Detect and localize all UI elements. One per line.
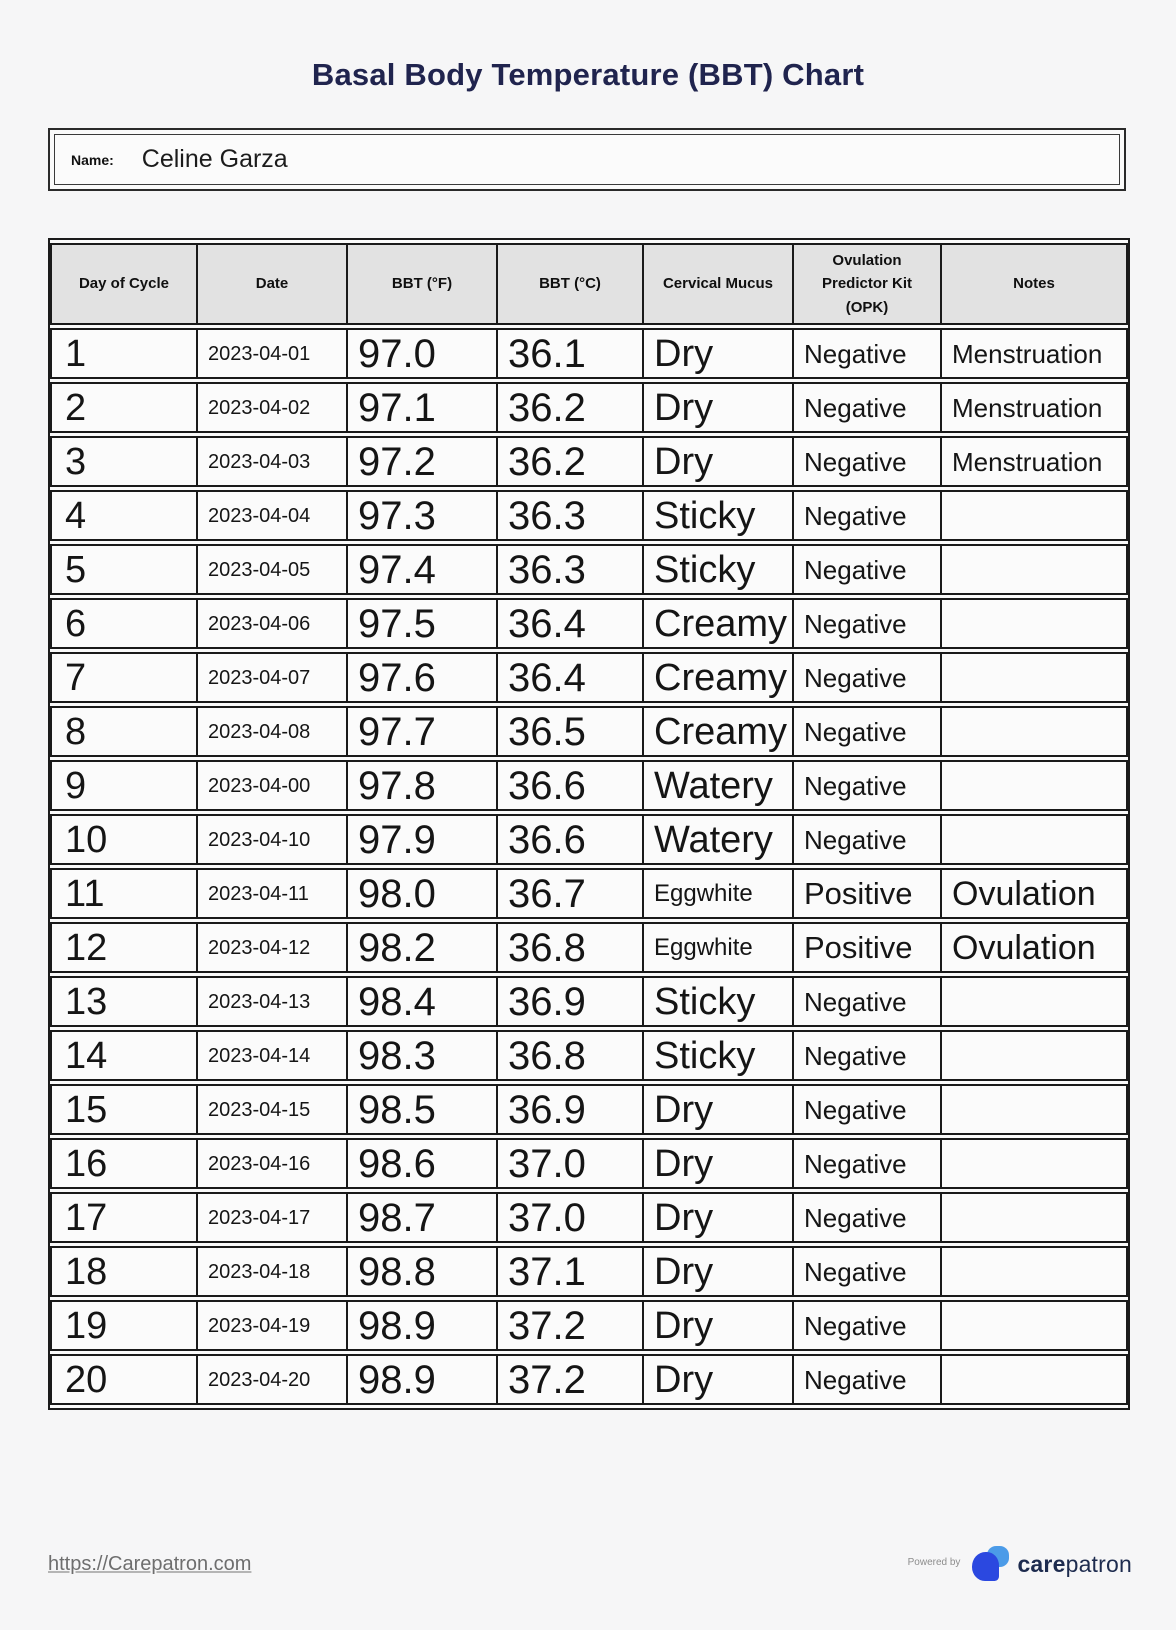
bbt-c-cell: 36.1 [498, 328, 644, 379]
bbt-f-cell: 97.0 [348, 328, 498, 379]
notes-cell [942, 1192, 1128, 1243]
bbt-f-cell: 97.4 [348, 544, 498, 595]
bbt-f-cell: 98.8 [348, 1246, 498, 1297]
bbt-f-cell: 98.7 [348, 1192, 498, 1243]
bbt-table [48, 238, 1130, 1410]
bbt-c-cell: 36.9 [498, 976, 644, 1027]
table-row [50, 544, 1128, 595]
table-row [50, 760, 1128, 811]
name-field-value[interactable]: Celine Garza [141, 145, 288, 173]
name-field-label: Name: [71, 151, 114, 168]
cervical-mucus-cell: Sticky [644, 976, 794, 1027]
carepatron-logo-icon [972, 1543, 1010, 1585]
date-cell: 2023-04-04 [198, 490, 348, 541]
carepatron-brand [908, 1543, 1132, 1585]
bbt-table-container [48, 238, 1126, 1410]
date-cell: 2023-04-10 [198, 814, 348, 865]
cervical-mucus-cell: Dry [644, 1354, 794, 1405]
opk-cell: Negative [794, 760, 942, 811]
notes-cell: Ovulation [942, 868, 1128, 919]
notes-cell [942, 1354, 1128, 1405]
day-of-cycle-cell: 9 [50, 760, 198, 811]
bbt-f-cell: 98.2 [348, 922, 498, 973]
day-of-cycle-cell: 16 [50, 1138, 198, 1189]
bbt-f-cell: 97.5 [348, 598, 498, 649]
notes-cell: Menstruation [942, 382, 1128, 433]
cervical-mucus-cell: Sticky [644, 1030, 794, 1081]
opk-cell: Negative [794, 382, 942, 433]
carepatron-wordmark [1017, 1551, 1132, 1578]
bbt-c-cell: 37.0 [498, 1192, 644, 1243]
bbt-c-cell: 36.9 [498, 1084, 644, 1135]
carepatron-link[interactable]: https://Carepatron.com [48, 1553, 252, 1575]
cervical-mucus-cell: Sticky [644, 490, 794, 541]
bbt-f-cell: 98.0 [348, 868, 498, 919]
day-of-cycle-cell: 3 [50, 436, 198, 487]
col-header-notes: Notes [942, 243, 1128, 325]
opk-cell: Negative [794, 490, 942, 541]
bbt-f-cell: 98.3 [348, 1030, 498, 1081]
opk-cell: Negative [794, 328, 942, 379]
bbt-c-cell: 36.6 [498, 814, 644, 865]
notes-cell [942, 1030, 1128, 1081]
col-header-opk: Ovulation Predictor Kit (OPK) [794, 243, 942, 325]
bbt-f-cell: 98.9 [348, 1354, 498, 1405]
opk-cell: Negative [794, 652, 942, 703]
date-cell: 2023-04-13 [198, 976, 348, 1027]
cervical-mucus-cell: Eggwhite [644, 868, 794, 919]
date-cell: 2023-04-14 [198, 1030, 348, 1081]
notes-cell [942, 1084, 1128, 1135]
opk-cell: Negative [794, 1192, 942, 1243]
name-field-box [48, 128, 1126, 191]
day-of-cycle-cell: 19 [50, 1300, 198, 1351]
opk-cell: Negative [794, 544, 942, 595]
opk-cell: Negative [794, 1246, 942, 1297]
day-of-cycle-cell: 2 [50, 382, 198, 433]
col-header-cervical-mucus: Cervical Mucus [644, 243, 794, 325]
cervical-mucus-cell: Dry [644, 1246, 794, 1297]
table-row [50, 652, 1128, 703]
wordmark-care: care [1017, 1550, 1066, 1577]
bbt-f-cell: 97.6 [348, 652, 498, 703]
bbt-f-cell: 97.3 [348, 490, 498, 541]
table-row [50, 1300, 1128, 1351]
notes-cell [942, 976, 1128, 1027]
day-of-cycle-cell: 1 [50, 328, 198, 379]
date-cell: 2023-04-11 [198, 868, 348, 919]
notes-cell [942, 652, 1128, 703]
bbt-c-cell: 36.6 [498, 760, 644, 811]
day-of-cycle-cell: 11 [50, 868, 198, 919]
logo-dark-blue-shape [972, 1552, 999, 1581]
cervical-mucus-cell: Eggwhite [644, 922, 794, 973]
bbt-f-cell: 97.7 [348, 706, 498, 757]
table-row [50, 328, 1128, 379]
page-title: Basal Body Temperature (BBT) Chart [311, 57, 865, 92]
day-of-cycle-cell: 18 [50, 1246, 198, 1297]
opk-cell: Negative [794, 1084, 942, 1135]
day-of-cycle-cell: 6 [50, 598, 198, 649]
day-of-cycle-cell: 13 [50, 976, 198, 1027]
opk-cell: Negative [794, 814, 942, 865]
bbt-c-cell: 36.3 [498, 544, 644, 595]
table-row [50, 382, 1128, 433]
day-of-cycle-cell: 4 [50, 490, 198, 541]
notes-cell [942, 1138, 1128, 1189]
notes-cell [942, 544, 1128, 595]
notes-cell: Menstruation [942, 436, 1128, 487]
opk-cell: Negative [794, 1138, 942, 1189]
opk-cell: Negative [794, 598, 942, 649]
day-of-cycle-cell: 15 [50, 1084, 198, 1135]
bbt-c-cell: 36.4 [498, 598, 644, 649]
bbt-c-cell: 37.2 [498, 1300, 644, 1351]
table-body [50, 328, 1128, 1405]
notes-cell: Menstruation [942, 328, 1128, 379]
date-cell: 2023-04-20 [198, 1354, 348, 1405]
notes-cell: Ovulation [942, 922, 1128, 973]
day-of-cycle-cell: 14 [50, 1030, 198, 1081]
notes-cell [942, 706, 1128, 757]
notes-cell [942, 598, 1128, 649]
day-of-cycle-cell: 12 [50, 922, 198, 973]
table-row [50, 814, 1128, 865]
bbt-c-cell: 36.4 [498, 652, 644, 703]
table-header-row [50, 243, 1128, 325]
wordmark-patron: patron [1065, 1550, 1132, 1577]
bbt-c-cell: 36.2 [498, 436, 644, 487]
cervical-mucus-cell: Dry [644, 382, 794, 433]
table-row [50, 1084, 1128, 1135]
table-row [50, 490, 1128, 541]
opk-cell: Negative [794, 1030, 942, 1081]
bbt-f-cell: 97.8 [348, 760, 498, 811]
cervical-mucus-cell: Creamy [644, 652, 794, 703]
col-header-bbt-f: BBT (°F) [348, 243, 498, 325]
cervical-mucus-cell: Sticky [644, 544, 794, 595]
cervical-mucus-cell: Dry [644, 328, 794, 379]
notes-cell [942, 1246, 1128, 1297]
bbt-f-cell: 98.5 [348, 1084, 498, 1135]
date-cell: 2023-04-01 [198, 328, 348, 379]
col-header-day-of-cycle: Day of Cycle [50, 243, 198, 325]
cervical-mucus-cell: Dry [644, 1084, 794, 1135]
date-cell: 2023-04-03 [198, 436, 348, 487]
opk-cell: Negative [794, 436, 942, 487]
day-of-cycle-cell: 8 [50, 706, 198, 757]
date-cell: 2023-04-17 [198, 1192, 348, 1243]
bbt-c-cell: 36.8 [498, 922, 644, 973]
opk-cell: Positive [794, 922, 942, 973]
cervical-mucus-cell: Creamy [644, 598, 794, 649]
opk-cell: Negative [794, 976, 942, 1027]
cervical-mucus-cell: Dry [644, 1300, 794, 1351]
date-cell: 2023-04-06 [198, 598, 348, 649]
cervical-mucus-cell: Watery [644, 814, 794, 865]
date-cell: 2023-04-05 [198, 544, 348, 595]
opk-cell: Negative [794, 1300, 942, 1351]
bbt-f-cell: 97.1 [348, 382, 498, 433]
bbt-c-cell: 36.8 [498, 1030, 644, 1081]
col-header-date: Date [198, 243, 348, 325]
bbt-c-cell: 36.5 [498, 706, 644, 757]
opk-cell: Positive [794, 868, 942, 919]
day-of-cycle-cell: 20 [50, 1354, 198, 1405]
table-row [50, 598, 1128, 649]
bbt-c-cell: 37.1 [498, 1246, 644, 1297]
cervical-mucus-cell: Dry [644, 1138, 794, 1189]
date-cell: 2023-04-00 [198, 760, 348, 811]
bbt-f-cell: 97.9 [348, 814, 498, 865]
cervical-mucus-cell: Watery [644, 760, 794, 811]
notes-cell [942, 814, 1128, 865]
cervical-mucus-cell: Dry [644, 1192, 794, 1243]
bbt-f-cell: 98.4 [348, 976, 498, 1027]
bbt-c-cell: 36.2 [498, 382, 644, 433]
table-row [50, 922, 1128, 973]
name-field-inner [54, 134, 1120, 185]
table-row [50, 1030, 1128, 1081]
table-row [50, 868, 1128, 919]
table-row [50, 1246, 1128, 1297]
opk-cell: Negative [794, 1354, 942, 1405]
day-of-cycle-cell: 17 [50, 1192, 198, 1243]
date-cell: 2023-04-16 [198, 1138, 348, 1189]
table-row [50, 1138, 1128, 1189]
notes-cell [942, 760, 1128, 811]
col-header-bbt-c: BBT (°C) [498, 243, 644, 325]
table-row [50, 706, 1128, 757]
table-row [50, 1192, 1128, 1243]
date-cell: 2023-04-19 [198, 1300, 348, 1351]
notes-cell [942, 1300, 1128, 1351]
powered-by-label: Powered by [907, 1556, 961, 1568]
table-row [50, 436, 1128, 487]
bbt-f-cell: 97.2 [348, 436, 498, 487]
cervical-mucus-cell: Creamy [644, 706, 794, 757]
bbt-c-cell: 37.0 [498, 1138, 644, 1189]
bbt-c-cell: 37.2 [498, 1354, 644, 1405]
date-cell: 2023-04-07 [198, 652, 348, 703]
table-row [50, 976, 1128, 1027]
date-cell: 2023-04-02 [198, 382, 348, 433]
bbt-f-cell: 98.6 [348, 1138, 498, 1189]
date-cell: 2023-04-18 [198, 1246, 348, 1297]
date-cell: 2023-04-08 [198, 706, 348, 757]
day-of-cycle-cell: 7 [50, 652, 198, 703]
day-of-cycle-cell: 5 [50, 544, 198, 595]
day-of-cycle-cell: 10 [50, 814, 198, 865]
date-cell: 2023-04-12 [198, 922, 348, 973]
bbt-f-cell: 98.9 [348, 1300, 498, 1351]
bbt-c-cell: 36.3 [498, 490, 644, 541]
date-cell: 2023-04-15 [198, 1084, 348, 1135]
table-row [50, 1354, 1128, 1405]
opk-cell: Negative [794, 706, 942, 757]
cervical-mucus-cell: Dry [644, 436, 794, 487]
notes-cell [942, 490, 1128, 541]
bbt-c-cell: 36.7 [498, 868, 644, 919]
